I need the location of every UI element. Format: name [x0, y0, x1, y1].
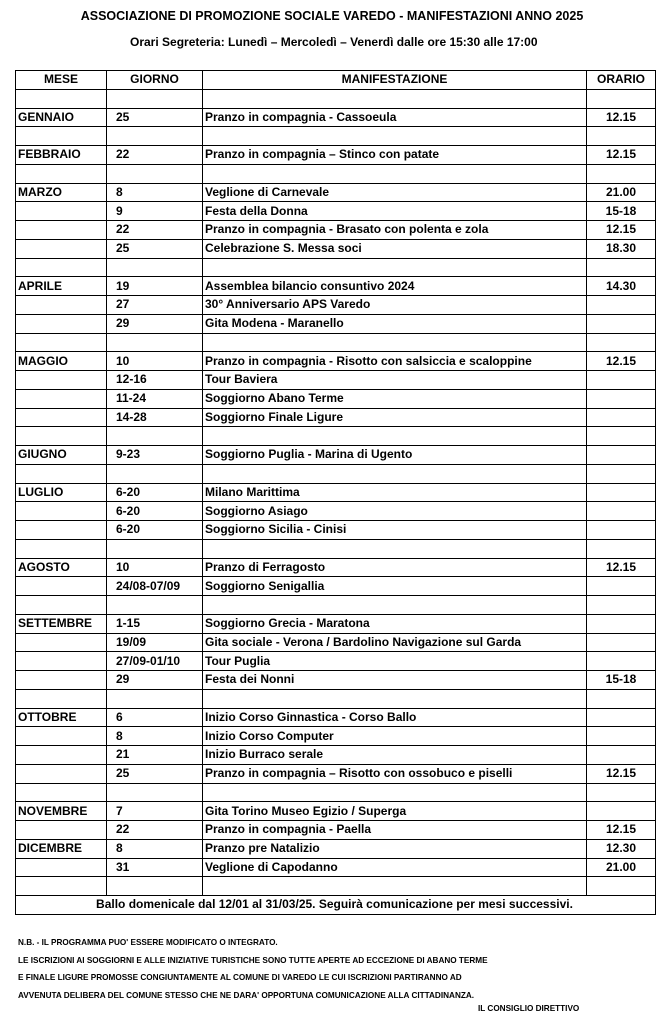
cell-manifestazione: Tour Baviera — [203, 371, 587, 390]
cell-mese — [16, 539, 107, 558]
table-row — [16, 502, 656, 521]
table-row — [16, 146, 656, 165]
cell-mese: OTTOBRE — [16, 708, 107, 727]
cell-orario — [587, 89, 656, 108]
cell-orario: 21.00 — [587, 183, 656, 202]
table-row — [16, 296, 656, 315]
cell-orario: 12.15 — [587, 221, 656, 240]
table-row — [16, 89, 656, 108]
cell-mese — [16, 858, 107, 877]
cell-mese — [16, 239, 107, 258]
cell-giorno — [107, 689, 203, 708]
cell-orario — [587, 296, 656, 315]
cell-mese: LUGLIO — [16, 483, 107, 502]
cell-orario — [587, 464, 656, 483]
cell-giorno — [107, 164, 203, 183]
cell-orario — [587, 371, 656, 390]
cell-mese — [16, 314, 107, 333]
cell-orario — [587, 802, 656, 821]
cell-mese: AGOSTO — [16, 558, 107, 577]
cell-giorno: 27 — [107, 296, 203, 315]
cell-giorno: 12-16 — [107, 371, 203, 390]
cell-mese — [16, 464, 107, 483]
cell-manifestazione: Soggiorno Grecia - Maratona — [203, 614, 587, 633]
cell-manifestazione: Festa dei Nonni — [203, 671, 587, 690]
cell-manifestazione: Pranzo in compagnia - Risotto con salsiccia e scaloppine — [203, 352, 587, 371]
table-row — [16, 221, 656, 240]
table-row — [16, 558, 656, 577]
cell-orario: 12.15 — [587, 764, 656, 783]
cell-mese: NOVEMBRE — [16, 802, 107, 821]
table-row — [16, 464, 656, 483]
table-row — [16, 596, 656, 615]
table-row — [16, 521, 656, 540]
cell-mese: DICEMBRE — [16, 839, 107, 858]
cell-giorno: 27/09-01/10 — [107, 652, 203, 671]
cell-manifestazione — [203, 89, 587, 108]
cell-giorno: 10 — [107, 558, 203, 577]
cell-manifestazione: Pranzo in compagnia - Brasato con polenta e zola — [203, 221, 587, 240]
note-line: N.B. - IL PROGRAMMA PUO' ESSERE MODIFICATO O INTEGRATO. — [18, 938, 278, 947]
cell-orario: 12.30 — [587, 839, 656, 858]
cell-manifestazione — [203, 783, 587, 802]
cell-giorno: 14-28 — [107, 408, 203, 427]
cell-giorno: 29 — [107, 314, 203, 333]
cell-orario — [587, 127, 656, 146]
cell-giorno: 9 — [107, 202, 203, 221]
cell-orario — [587, 877, 656, 896]
cell-mese — [16, 427, 107, 446]
cell-giorno — [107, 427, 203, 446]
column-header-mese: MESE — [16, 71, 107, 90]
cell-orario: 14.30 — [587, 277, 656, 296]
page-title: ASSOCIAZIONE DI PROMOZIONE SOCIALE VAREDO - MANIFESTAZIONI ANNO 2025 — [80, 9, 584, 23]
cell-mese — [16, 671, 107, 690]
cell-giorno — [107, 258, 203, 277]
cell-manifestazione: Soggiorno Puglia - Marina di Ugento — [203, 446, 587, 465]
cell-manifestazione: Soggiorno Senigallia — [203, 577, 587, 596]
table-row — [16, 352, 656, 371]
cell-manifestazione: Assemblea bilancio consuntivo 2024 — [203, 277, 587, 296]
cell-mese — [16, 577, 107, 596]
table-row — [16, 183, 656, 202]
cell-giorno: 25 — [107, 108, 203, 127]
cell-manifestazione: Soggiorno Sicilia - Cinisi — [203, 521, 587, 540]
cell-mese — [16, 408, 107, 427]
table-row — [16, 802, 656, 821]
cell-orario — [587, 539, 656, 558]
table-footer-row — [16, 896, 656, 915]
cell-orario — [587, 727, 656, 746]
cell-manifestazione: Inizio Corso Ginnastica - Corso Ballo — [203, 708, 587, 727]
cell-mese — [16, 689, 107, 708]
table-row — [16, 727, 656, 746]
cell-manifestazione: Soggiorno Asiago — [203, 502, 587, 521]
table-row — [16, 258, 656, 277]
cell-giorno: 6-20 — [107, 502, 203, 521]
cell-manifestazione — [203, 596, 587, 615]
cell-mese: SETTEMBRE — [16, 614, 107, 633]
table-row — [16, 858, 656, 877]
cell-orario — [587, 314, 656, 333]
cell-mese — [16, 127, 107, 146]
table-row — [16, 671, 656, 690]
cell-orario — [587, 746, 656, 765]
cell-mese — [16, 596, 107, 615]
table-row — [16, 446, 656, 465]
cell-mese — [16, 202, 107, 221]
cell-giorno: 22 — [107, 146, 203, 165]
cell-orario: 12.15 — [587, 146, 656, 165]
cell-orario — [587, 577, 656, 596]
cell-orario — [587, 446, 656, 465]
column-header-manifestazione: MANIFESTAZIONE — [203, 71, 587, 90]
cell-mese — [16, 89, 107, 108]
cell-orario: 18.30 — [587, 239, 656, 258]
cell-orario — [587, 502, 656, 521]
cell-orario — [587, 408, 656, 427]
cell-manifestazione: Pranzo in compagnia - Cassoeula — [203, 108, 587, 127]
table-row — [16, 577, 656, 596]
cell-giorno: 22 — [107, 221, 203, 240]
table-row — [16, 821, 656, 840]
note-line: LE ISCRIZIONI AI SOGGIORNI E ALLE INIZIATIVE TURISTICHE SONO TUTTE APERTE AD ECCEZIONE DI ABANO TERME — [18, 955, 488, 965]
table-row — [16, 371, 656, 390]
table-row — [16, 108, 656, 127]
cell-orario — [587, 427, 656, 446]
cell-orario — [587, 333, 656, 352]
column-header-giorno: GIORNO — [107, 71, 203, 90]
table-footer-note: Ballo domenicale dal 12/01 al 31/03/25. Seguirà comunicazione per mesi successivi. — [16, 896, 656, 915]
cell-orario — [587, 708, 656, 727]
cell-giorno — [107, 539, 203, 558]
table-row — [16, 277, 656, 296]
cell-orario — [587, 783, 656, 802]
cell-manifestazione — [203, 539, 587, 558]
cell-manifestazione: Festa della Donna — [203, 202, 587, 221]
cell-giorno — [107, 89, 203, 108]
cell-mese — [16, 877, 107, 896]
cell-manifestazione: Gita Torino Museo Egizio / Superga — [203, 802, 587, 821]
events-table — [15, 70, 656, 915]
cell-orario: 21.00 — [587, 858, 656, 877]
cell-giorno: 10 — [107, 352, 203, 371]
note-line: E FINALE LIGURE PROMOSSE CONGIUNTAMENTE AL COMUNE DI VAREDO LE CUI ISCRIZIONI PARTIRANNO AD — [18, 973, 462, 982]
cell-manifestazione — [203, 127, 587, 146]
cell-manifestazione: Pranzo in compagnia – Risotto con ossobuco e piselli — [203, 764, 587, 783]
cell-manifestazione: Gita sociale - Verona / Bardolino Navigazione sul Garda — [203, 633, 587, 652]
table-row — [16, 202, 656, 221]
cell-manifestazione: Inizio Burraco serale — [203, 746, 587, 765]
table-header-row — [16, 71, 656, 90]
cell-orario: 12.15 — [587, 558, 656, 577]
cell-manifestazione — [203, 164, 587, 183]
cell-mese — [16, 164, 107, 183]
table-row — [16, 314, 656, 333]
cell-mese: APRILE — [16, 277, 107, 296]
table-row — [16, 483, 656, 502]
cell-mese: GIUGNO — [16, 446, 107, 465]
cell-manifestazione: Soggiorno Abano Terme — [203, 389, 587, 408]
cell-mese — [16, 371, 107, 390]
cell-manifestazione: Pranzo in compagnia - Paella — [203, 821, 587, 840]
cell-orario: 15-18 — [587, 202, 656, 221]
cell-giorno: 7 — [107, 802, 203, 821]
cell-giorno — [107, 596, 203, 615]
cell-manifestazione: Pranzo in compagnia – Stinco con patate — [203, 146, 587, 165]
table-row — [16, 746, 656, 765]
cell-orario — [587, 652, 656, 671]
table-row — [16, 614, 656, 633]
cell-giorno: 1-15 — [107, 614, 203, 633]
table-row — [16, 539, 656, 558]
cell-giorno: 21 — [107, 746, 203, 765]
cell-orario: 12.15 — [587, 352, 656, 371]
cell-mese — [16, 333, 107, 352]
cell-manifestazione: Celebrazione S. Messa soci — [203, 239, 587, 258]
table-row — [16, 783, 656, 802]
cell-manifestazione: Veglione di Capodanno — [203, 858, 587, 877]
cell-giorno — [107, 333, 203, 352]
cell-manifestazione — [203, 333, 587, 352]
cell-manifestazione: Soggiorno Finale Ligure — [203, 408, 587, 427]
cell-manifestazione: Milano Marittima — [203, 483, 587, 502]
cell-mese: MAGGIO — [16, 352, 107, 371]
cell-mese: FEBBRAIO — [16, 146, 107, 165]
cell-orario — [587, 633, 656, 652]
cell-giorno — [107, 877, 203, 896]
cell-manifestazione: Pranzo di Ferragosto — [203, 558, 587, 577]
cell-manifestazione — [203, 258, 587, 277]
cell-manifestazione — [203, 464, 587, 483]
cell-manifestazione: 30° Anniversario APS Varedo — [203, 296, 587, 315]
notes-block — [18, 934, 488, 1004]
cell-orario — [587, 689, 656, 708]
cell-orario — [587, 521, 656, 540]
column-header-orario: ORARIO — [587, 71, 656, 90]
cell-mese — [16, 521, 107, 540]
cell-manifestazione: Tour Puglia — [203, 652, 587, 671]
cell-orario — [587, 483, 656, 502]
cell-giorno: 25 — [107, 239, 203, 258]
cell-orario — [587, 258, 656, 277]
cell-giorno: 11-24 — [107, 389, 203, 408]
table-row — [16, 164, 656, 183]
cell-giorno: 31 — [107, 858, 203, 877]
cell-manifestazione — [203, 689, 587, 708]
cell-orario: 15-18 — [587, 671, 656, 690]
cell-giorno: 29 — [107, 671, 203, 690]
cell-orario — [587, 614, 656, 633]
table-body — [16, 89, 656, 895]
table-row — [16, 633, 656, 652]
cell-giorno: 25 — [107, 764, 203, 783]
cell-mese — [16, 821, 107, 840]
cell-giorno: 8 — [107, 839, 203, 858]
table-row — [16, 652, 656, 671]
cell-mese — [16, 502, 107, 521]
cell-manifestazione: Gita Modena - Maranello — [203, 314, 587, 333]
table-row — [16, 127, 656, 146]
cell-mese — [16, 633, 107, 652]
cell-giorno: 8 — [107, 727, 203, 746]
cell-giorno: 6-20 — [107, 483, 203, 502]
table-row — [16, 389, 656, 408]
table-row — [16, 764, 656, 783]
cell-giorno: 6 — [107, 708, 203, 727]
signature: IL CONSIGLIO DIRETTIVO — [478, 1004, 580, 1013]
cell-giorno: 19/09 — [107, 633, 203, 652]
cell-mese — [16, 652, 107, 671]
table-row — [16, 408, 656, 427]
cell-giorno: 22 — [107, 821, 203, 840]
table-row — [16, 839, 656, 858]
table-row — [16, 689, 656, 708]
cell-manifestazione: Inizio Corso Computer — [203, 727, 587, 746]
cell-orario — [587, 164, 656, 183]
cell-giorno: 6-20 — [107, 521, 203, 540]
cell-giorno: 19 — [107, 277, 203, 296]
note-line: AVVENUTA DELIBERA DEL COMUNE STESSO CHE NE DARA' OPPORTUNA COMUNICAZIONE ALLA CITTADINANZA. — [18, 990, 475, 1000]
cell-giorno: 8 — [107, 183, 203, 202]
cell-giorno — [107, 464, 203, 483]
cell-manifestazione: Pranzo pre Natalizio — [203, 839, 587, 858]
cell-orario — [587, 596, 656, 615]
table-row — [16, 239, 656, 258]
cell-mese: GENNAIO — [16, 108, 107, 127]
cell-mese — [16, 764, 107, 783]
cell-mese — [16, 221, 107, 240]
cell-orario: 12.15 — [587, 821, 656, 840]
cell-mese — [16, 746, 107, 765]
cell-manifestazione: Veglione di Carnevale — [203, 183, 587, 202]
cell-mese — [16, 727, 107, 746]
cell-manifestazione — [203, 427, 587, 446]
cell-giorno — [107, 127, 203, 146]
cell-mese — [16, 296, 107, 315]
cell-giorno: 24/08-07/09 — [107, 577, 203, 596]
table-row — [16, 877, 656, 896]
cell-giorno: 9-23 — [107, 446, 203, 465]
table-row — [16, 708, 656, 727]
cell-orario: 12.15 — [587, 108, 656, 127]
table-row — [16, 427, 656, 446]
cell-giorno — [107, 783, 203, 802]
cell-manifestazione — [203, 877, 587, 896]
office-hours: Orari Segreteria: Lunedì – Mercoledì – Venerdì dalle ore 15:30 alle 17:00 — [130, 35, 538, 49]
cell-mese: MARZO — [16, 183, 107, 202]
table-row — [16, 333, 656, 352]
cell-mese — [16, 783, 107, 802]
cell-mese — [16, 258, 107, 277]
cell-mese — [16, 389, 107, 408]
cell-orario — [587, 389, 656, 408]
